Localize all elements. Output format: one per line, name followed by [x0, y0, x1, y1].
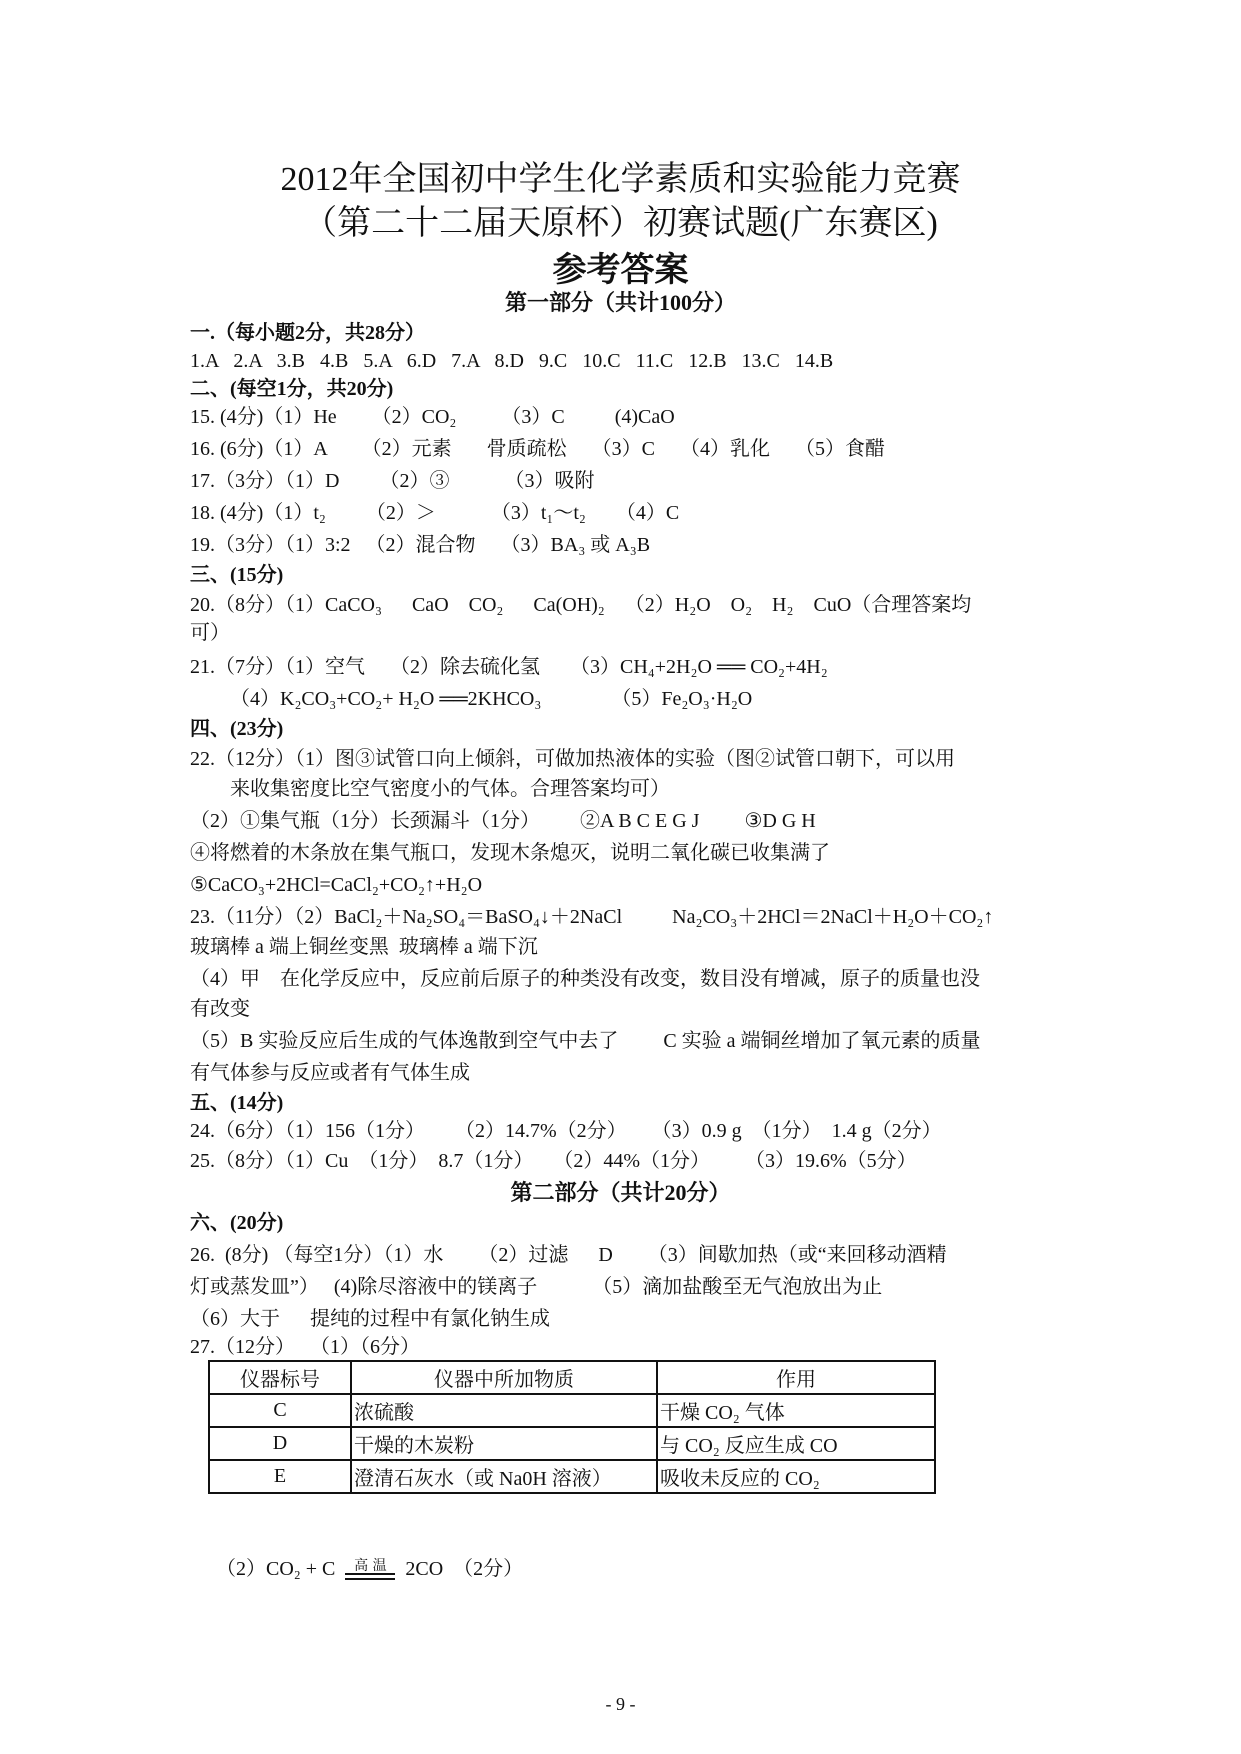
answer-23-line1: 23.（11分）（2）BaCl₂＋Na₂SO₄＝BaSO₄↓＋2NaCl Na₂CO₃＋2HCl＝2NaCl＋H₂O＋CO₂↑ [190, 906, 994, 928]
table-header-cell: 仪器标号 [209, 1361, 351, 1394]
table-cell: 吸收未反应的 CO₂ [657, 1460, 935, 1493]
table-cell: 澄清石灰水（或 Na0H 溶液） [351, 1460, 657, 1493]
answer-22-line1: 22.（12分）（1）图③试管口向上倾斜，可做加热液体的实验（图②试管口朝下，可以用 [190, 748, 955, 770]
table-header-cell: 仪器中所加物质 [351, 1361, 657, 1394]
section-3: 三、(15分) [190, 564, 284, 586]
doc-title-line3: 参考答案 [552, 250, 689, 290]
section-6: 六、(20分) [190, 1212, 284, 1234]
answer-15: 15. (4分)（1）He （2）CO₂ （3）C (4)CaO [190, 406, 675, 428]
answer-22-line5: ⑤CaCO₃+2HCl=CaCl₂+CO₂↑+H₂O [190, 874, 483, 896]
answer-23-line3: （4）甲 在化学反应中，反应前后原子的种类没有改变，数目没有增减，原子的质量也没 [190, 968, 980, 990]
section-4: 四、(23分) [190, 718, 284, 740]
table-cell: 干燥的木炭粉 [351, 1427, 657, 1460]
answer-23-line6: 有气体参与反应或者有气体生成 [190, 1062, 470, 1084]
answer-22-line3: （2）①集气瓶（1分）长颈漏斗（1分） ②A B C E G J ③D G H [190, 810, 816, 832]
reaction-condition: 高 温 [354, 1558, 387, 1575]
answer-21-line2: （4）K₂CO₃+CO₂+ H₂O ══2KHCO₃ （5）Fe₂O₃·H₂O [230, 688, 753, 710]
doc-title-line2: （第二十二届天原杯）初赛试题(广东赛区) [303, 205, 938, 242]
answer-22-line2: 来收集密度比空气密度小的气体。合理答案均可） [230, 778, 670, 800]
table-row [209, 1394, 935, 1427]
doc-title-line1: 2012年全国初中学生化学素质和实验能力竞赛 [280, 161, 961, 198]
answer-16: 16. (6分)（1）A （2）元素 骨质疏松 （3）C （4）乳化 （5）食醋 [190, 438, 885, 460]
answer-27-table [208, 1360, 936, 1494]
table-cell: C [209, 1394, 351, 1427]
answers-1-14: 1.A 2.A 3.B 4.B 5.A 6.D 7.A 8.D 9.C 10.C 11.C 12.B 13.C 14.B [190, 350, 834, 372]
section-2: 二、(每空1分，共20分) [190, 378, 394, 400]
answer-23-line5: （5）B 实验反应后生成的气体逸散到空气中去了 C 实验 a 端铜丝增加了氧元素的质量 [190, 1030, 981, 1052]
answer-23-line4: 有改变 [190, 998, 250, 1020]
equation-left: （2）CO₂ + C [216, 1558, 336, 1580]
part1-heading: 第一部分（共计100分） [504, 290, 736, 315]
answer-24: 24.（6分）（1）156（1分） （2）14.7%（2分） （3）0.9 g （1分） 1.4 g（2分） [190, 1120, 942, 1142]
answer-27-heading: 27.（12分） （1）（6分） [190, 1336, 420, 1358]
table-header-cell: 作用 [657, 1361, 935, 1394]
answer-22-line4: ④将燃着的木条放在集气瓶口，发现木条熄灭，说明二氧化碳已收集满了 [190, 842, 830, 864]
table-cell: 浓硫酸 [351, 1394, 657, 1427]
answer-26-line3: （6）大于 提纯的过程中有氯化钠生成 [190, 1308, 550, 1330]
reaction-condition-sign [343, 1555, 397, 1585]
table-cell: D [209, 1427, 351, 1460]
section-5: 五、(14分) [190, 1092, 284, 1114]
equation-right: 2CO （2分） [405, 1558, 524, 1580]
answer-18: 18. (4分)（1）t₂ （2）＞ （3）t₁～t₂ （4）C [190, 502, 680, 524]
table-row [209, 1427, 935, 1460]
answer-19: 19.（3分）（1）3:2 （2）混合物 （3）BA₃ 或 A₃B [190, 534, 651, 556]
answer-23-line2: 玻璃棒 a 端上铜丝变黑 玻璃棒 a 端下沉 [190, 936, 538, 958]
answer-27-equation [196, 1524, 523, 1615]
page-number: - 9 - [605, 1694, 636, 1714]
answer-25: 25.（8分）（1）Cu （1分） 8.7（1分） （2）44%（1分） （3）19.6%（5分） [190, 1150, 917, 1172]
answer-17: 17.（3分）（1）D （2）③ （3）吸附 [190, 470, 595, 492]
answer-20-line1: 20.（8分）（1）CaCO₃ CaO CO₂ Ca(OH)₂ （2）H₂O O₂ H₂ CuO（合理答案均 [190, 594, 972, 616]
table-cell: 干燥 CO₂ 气体 [657, 1394, 935, 1427]
answer-26-line2: 灯或蒸发皿”） (4)除尽溶液中的镁离子 （5）滴加盐酸至无气泡放出为止 [190, 1276, 883, 1298]
section-1: 一.（每小题2分，共28分） [190, 322, 425, 344]
table-cell: 与 CO₂ 反应生成 CO [657, 1427, 935, 1460]
table-row [209, 1460, 935, 1493]
answer-26-line1: 26. (8分) （每空1分）（1）水 （2）过滤 D （3）间歇加热（或“来回移动酒精 [190, 1244, 947, 1266]
answer-20-line2: 可） [190, 622, 230, 644]
answer-21-line1: 21.（7分）（1）空气 （2）除去硫化氢 （3）CH₄+2H₂O ══ CO₂+4H₂ [190, 656, 828, 678]
table-cell: E [209, 1460, 351, 1493]
part2-heading: 第二部分（共计20分） [510, 1180, 731, 1205]
table-header-row [209, 1361, 935, 1394]
